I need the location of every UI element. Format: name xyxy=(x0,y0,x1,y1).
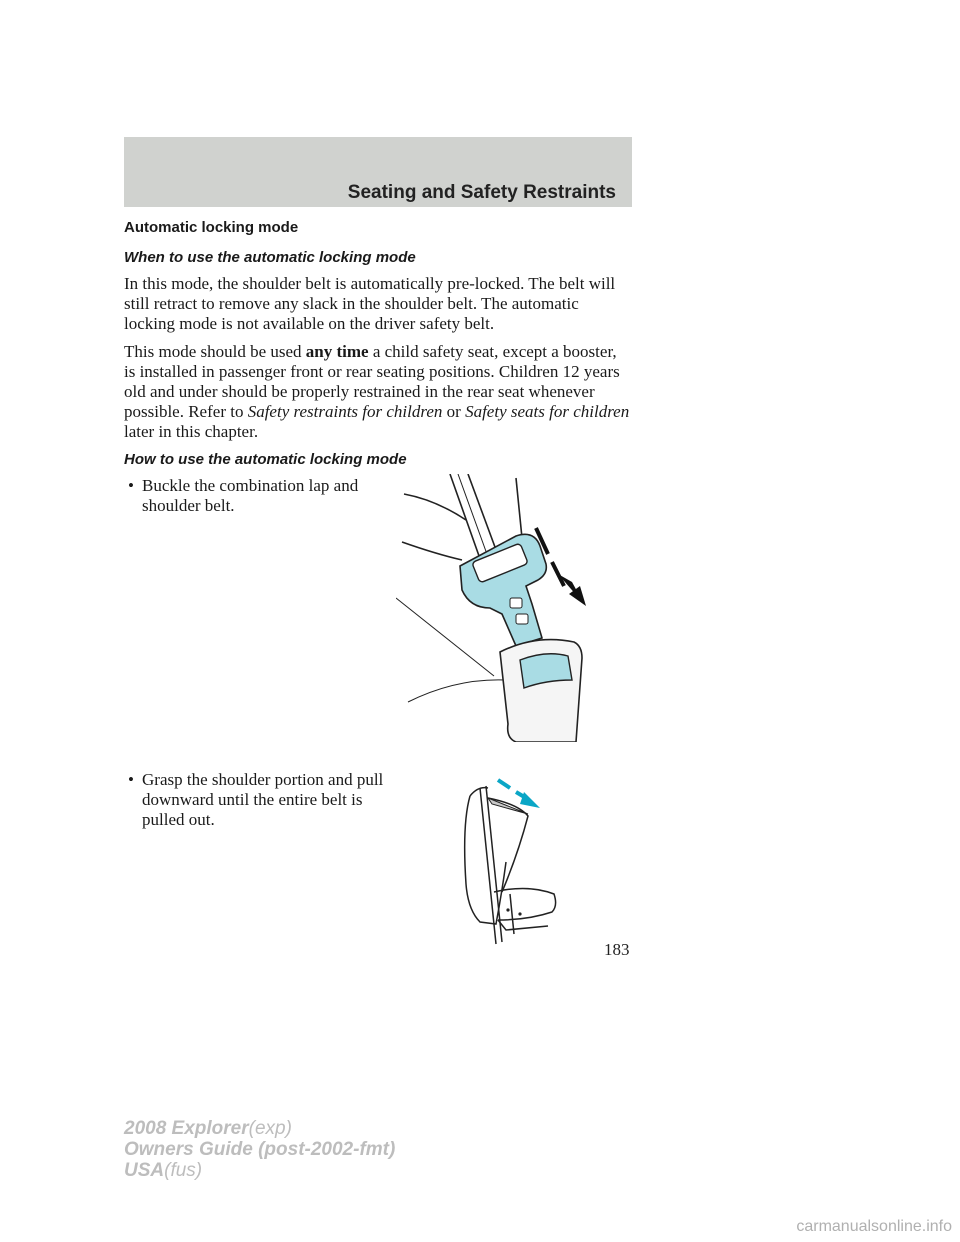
footer-guide: Owners Guide (post-2002-fmt) xyxy=(124,1139,396,1160)
section-title: Automatic locking mode xyxy=(124,219,299,236)
bullet-dot: • xyxy=(128,476,134,495)
header-band xyxy=(124,137,632,207)
main-content xyxy=(124,218,632,1016)
subheading-when: When to use the automatic locking mode xyxy=(124,249,416,266)
seat-belt-pull-illustration xyxy=(458,774,568,954)
bullet-item-grasp xyxy=(124,770,632,1016)
page-number: 183 xyxy=(604,940,630,959)
footer-doc-info xyxy=(124,1118,395,1181)
footer-market-code: (fus) xyxy=(164,1160,203,1181)
paragraph-2: This mode should be used any time a child safety seat, except a booster, is installed in passenger front or rear seating positions. Children 12 years old and under should be properly restrained in the rear seat whenever possible. Refer to Safety restraints for children or Safety seats for children later in this chapter. xyxy=(124,342,630,441)
bullet-text: Grasp the shoulder portion and pull downward until the entire belt is pulled out. xyxy=(142,770,384,829)
paragraph-1: In this mode, the shoulder belt is automatically pre-locked. The belt will still retract to remove any slack in the shoulder belt. The automatic locking mode is not available on the driver safety belt. xyxy=(124,274,616,333)
buckle-illustration xyxy=(396,474,596,742)
page-header-title: Seating and Safety Restraints xyxy=(347,182,616,203)
bullet-item-buckle xyxy=(124,476,632,776)
footer-model-code: (exp) xyxy=(248,1118,292,1139)
watermark: carmanualsonline.info xyxy=(796,1218,952,1235)
bullet-dot: • xyxy=(128,770,134,789)
subheading-how: How to use the automatic locking mode xyxy=(124,451,407,468)
footer-market: USA xyxy=(124,1160,165,1181)
bullet-text: Buckle the combination lap and shoulder belt. xyxy=(142,476,359,515)
footer-model: 2008 Explorer xyxy=(124,1118,249,1139)
